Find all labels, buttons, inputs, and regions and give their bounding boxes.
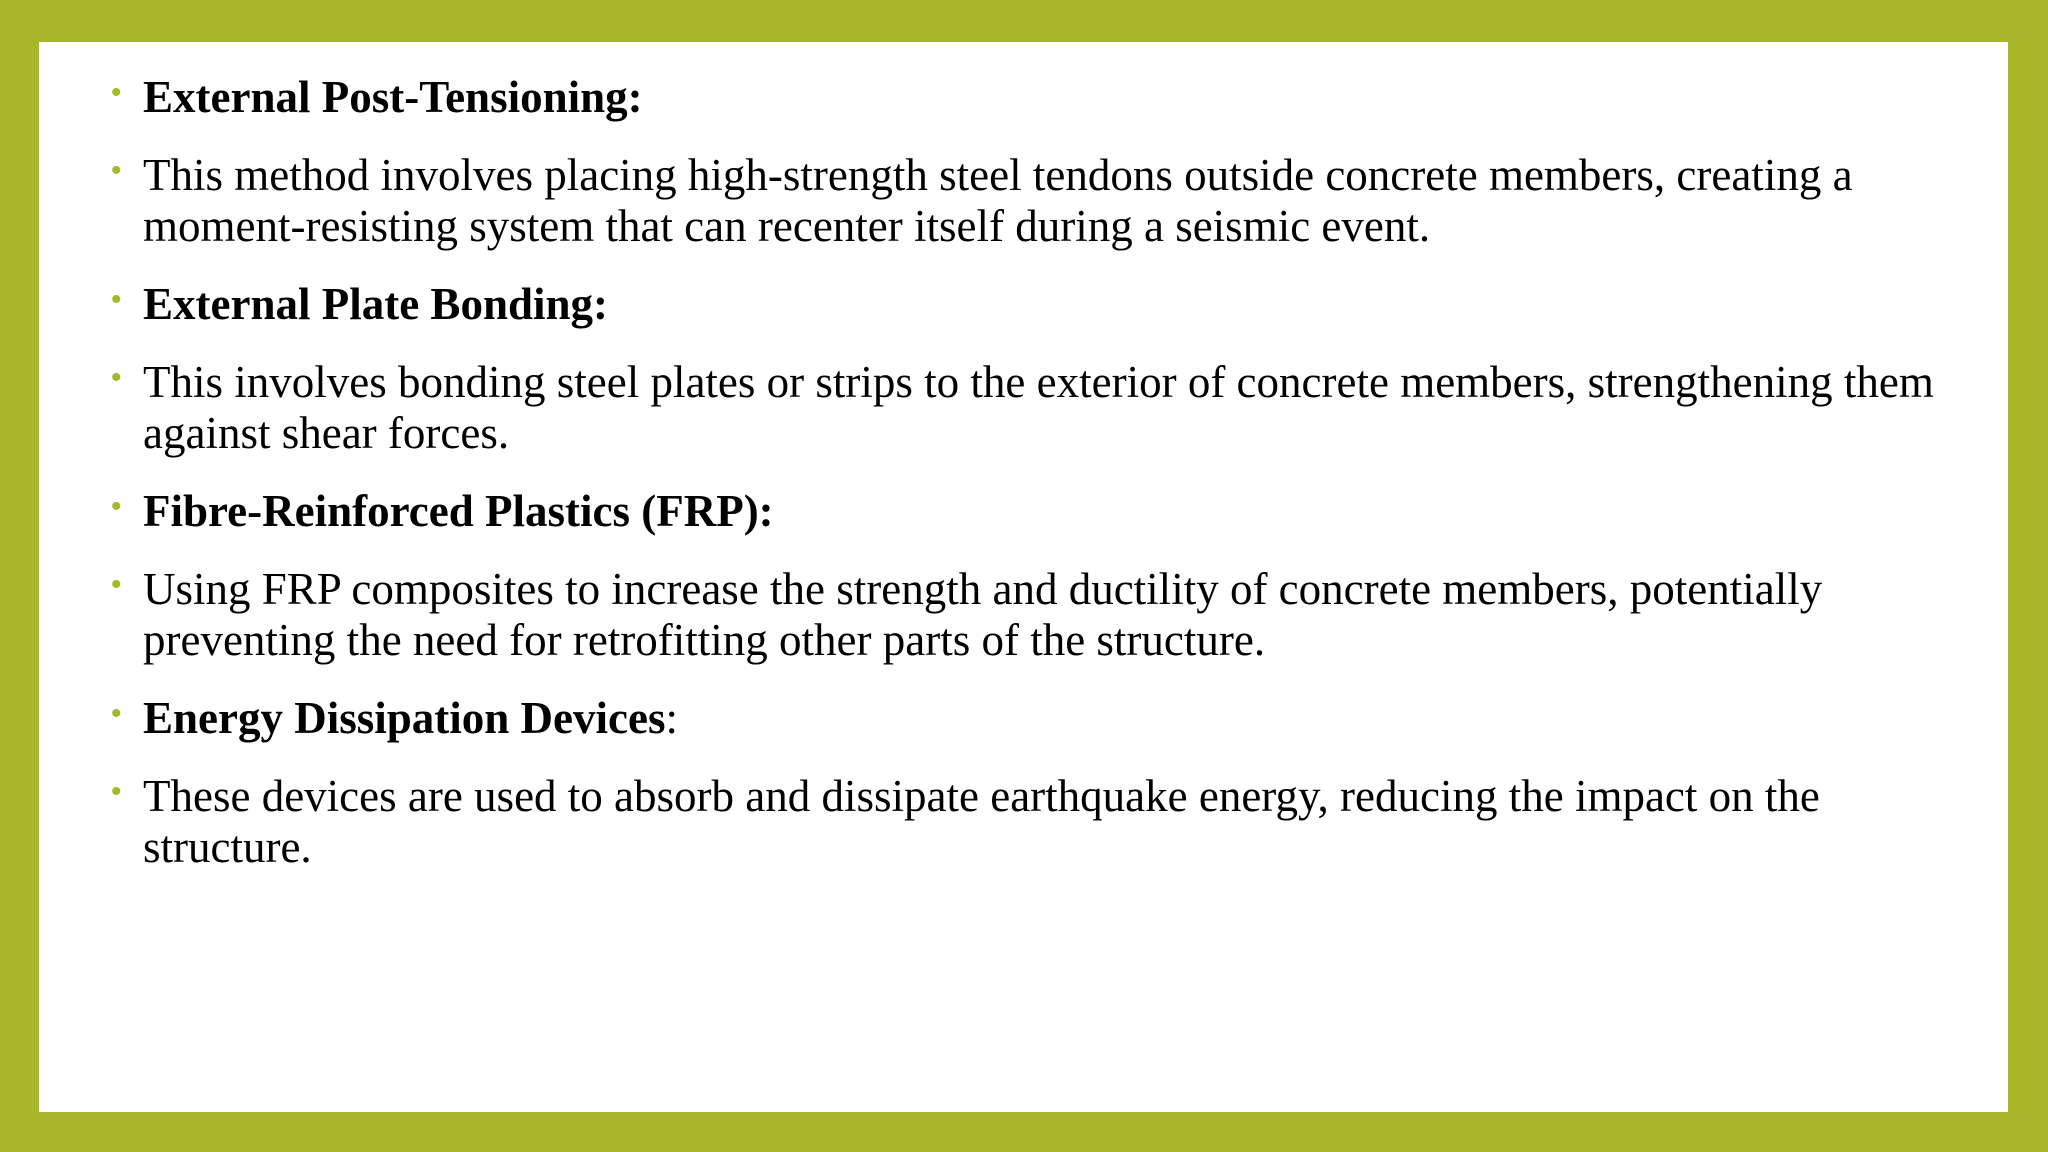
bullet-marker-icon: • bbox=[111, 154, 122, 187]
bullet-body-plate-bonding bbox=[111, 357, 1991, 459]
bullet-heading-frp bbox=[111, 486, 1991, 537]
bullet-bold-text: External Plate Bonding: bbox=[143, 279, 609, 329]
bullet-heading-energy-dissipation bbox=[111, 693, 1991, 744]
bullet-text: This involves bonding steel plates or strips to the exterior of concrete members, strengthening them against shear forces. bbox=[143, 357, 1934, 458]
bullet-body-post-tensioning bbox=[111, 150, 1991, 252]
bullet-text: : bbox=[665, 693, 679, 743]
bullet-marker-icon: • bbox=[111, 361, 122, 394]
bullet-marker-icon: • bbox=[111, 490, 122, 523]
bullet-heading-post-tensioning bbox=[111, 72, 1991, 123]
bullet-heading-plate-bonding bbox=[111, 279, 1991, 330]
bullet-marker-icon: • bbox=[111, 697, 122, 730]
bullet-text: Using FRP composites to increase the strength and ductility of concrete members, potentially preventing the need for retrofitting other parts of the structure. bbox=[143, 564, 1823, 665]
bullet-marker-icon: • bbox=[111, 76, 122, 109]
slide-content-area bbox=[39, 42, 2008, 1112]
bullet-text: These devices are used to absorb and dissipate earthquake energy, reducing the impact on the structure. bbox=[143, 771, 1820, 872]
bullet-list bbox=[111, 72, 1991, 900]
bullet-bold-text: Energy Dissipation Devices bbox=[143, 693, 666, 743]
bullet-marker-icon: • bbox=[111, 775, 122, 808]
bullet-body-frp bbox=[111, 564, 1991, 666]
bullet-body-energy-dissipation bbox=[111, 771, 1991, 873]
bullet-bold-text: External Post-Tensioning: bbox=[143, 72, 643, 122]
bullet-marker-icon: • bbox=[111, 568, 122, 601]
bullet-text: This method involves placing high-strength steel tendons outside concrete members, creating a moment-resisting system that can recenter itself during a seismic event. bbox=[143, 150, 1853, 251]
bullet-bold-text: Fibre-Reinforced Plastics (FRP): bbox=[143, 486, 774, 536]
bullet-marker-icon: • bbox=[111, 283, 122, 316]
